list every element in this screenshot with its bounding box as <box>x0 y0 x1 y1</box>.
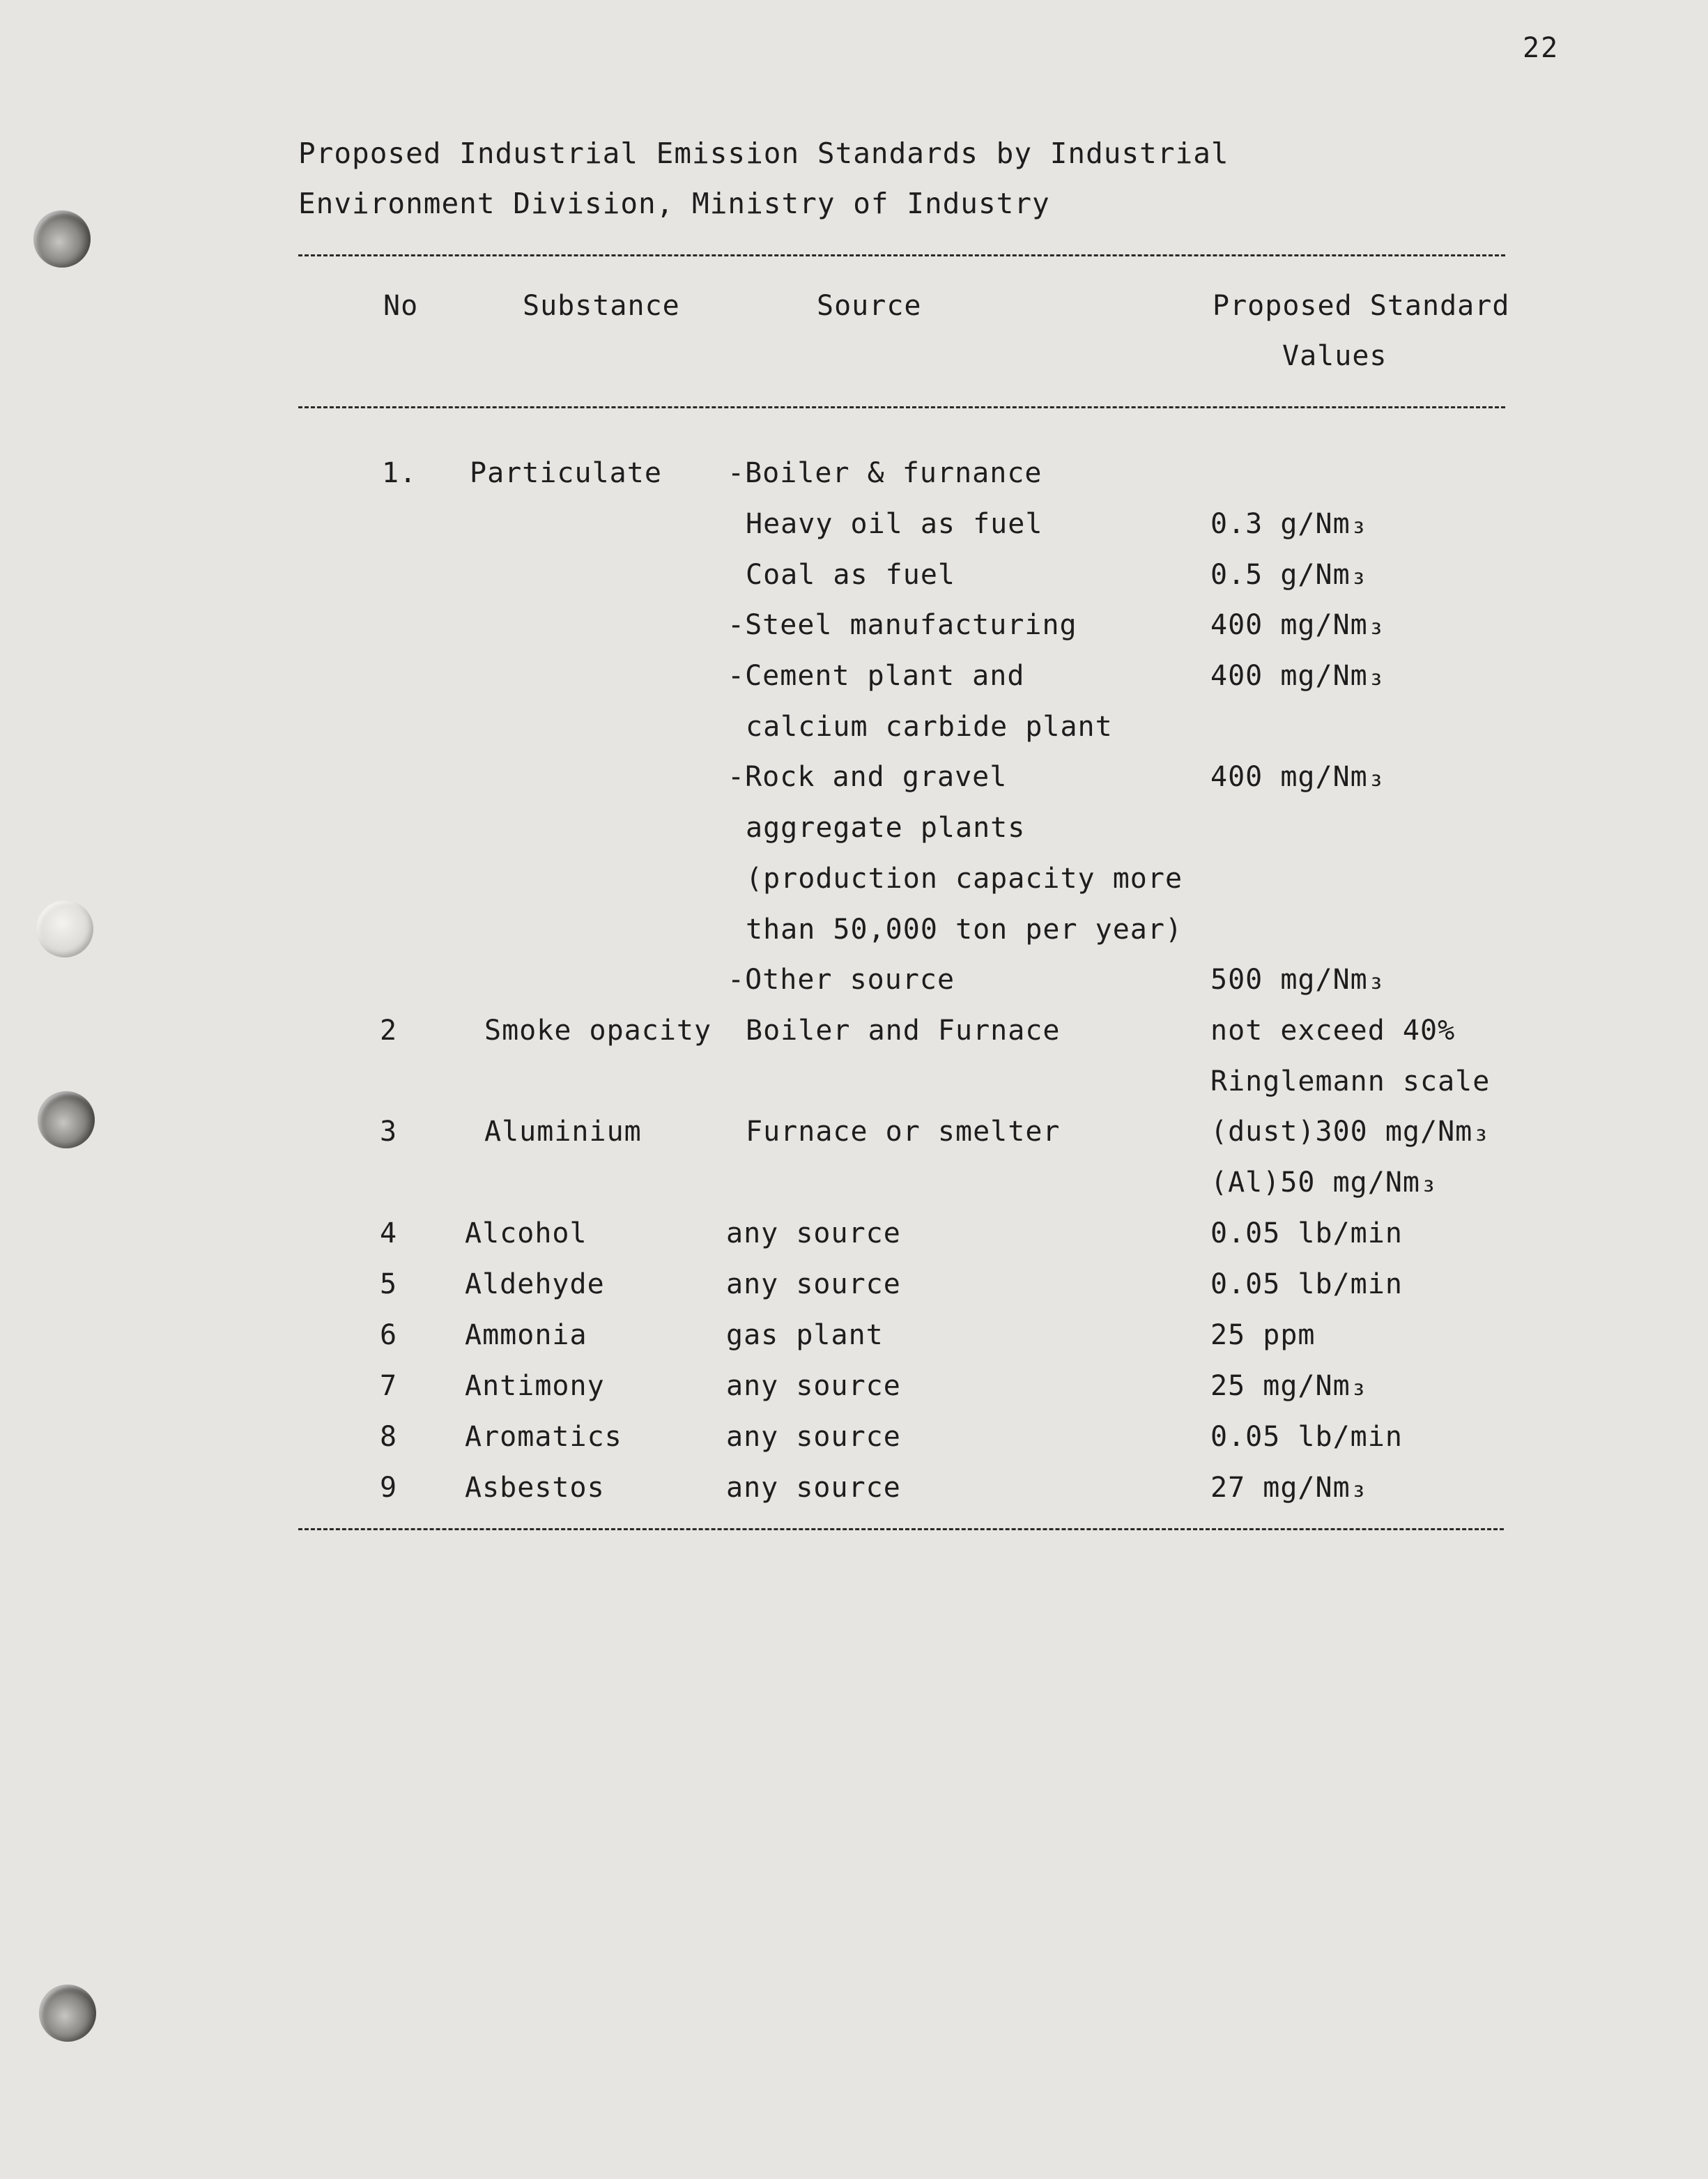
table-top-rule <box>298 254 1505 256</box>
binder-hole <box>36 900 93 957</box>
table-cell-no: 2 <box>380 1015 398 1047</box>
table-cell-source: any source <box>726 1217 901 1249</box>
table-cell-substance: Ammonia <box>465 1319 587 1351</box>
table-cell-no: 9 <box>380 1472 398 1504</box>
table-cell-value: 0.05 lb/min <box>1210 1268 1403 1300</box>
table-cell-value: 27 mg/Nm₃ <box>1210 1472 1368 1504</box>
table-cell-substance: Antimony <box>465 1370 605 1402</box>
table-cell-no: 4 <box>380 1217 398 1249</box>
table-cell-no: 8 <box>380 1421 398 1453</box>
table-cell-source: Heavy oil as fuel <box>746 508 1043 540</box>
table-bottom-rule <box>298 1528 1504 1530</box>
binder-hole <box>33 210 91 268</box>
table-cell-source: -Steel manufacturing <box>728 609 1077 641</box>
header-substance: Substance <box>523 290 680 322</box>
table-cell-no: 3 <box>380 1116 398 1148</box>
table-cell-source: any source <box>726 1472 901 1504</box>
table-cell-substance: Asbestos <box>465 1472 605 1504</box>
table-cell-source: calcium carbide plant <box>746 711 1113 743</box>
table-cell-value: 400 mg/Nm₃ <box>1210 660 1385 692</box>
table-cell-substance: Aromatics <box>465 1421 622 1453</box>
table-cell-substance: Particulate <box>470 457 662 489</box>
document-title-line-1: Proposed Industrial Emission Standards by Industrial <box>298 137 1229 170</box>
document-title-line-2: Environment Division, Ministry of Industry <box>298 187 1050 220</box>
table-cell-source: Coal as fuel <box>746 559 955 591</box>
table-cell-no: 7 <box>380 1370 398 1402</box>
table-cell-source: Furnace or smelter <box>746 1116 1061 1148</box>
table-cell-source: any source <box>726 1421 901 1453</box>
table-cell-no: 1. <box>382 457 417 489</box>
table-cell-value: 0.05 lb/min <box>1210 1217 1403 1249</box>
table-cell-source: Boiler and Furnace <box>746 1015 1061 1047</box>
header-no: No <box>383 290 419 322</box>
binder-hole <box>39 1985 96 2042</box>
table-cell-source: -Boiler & furnance <box>728 457 1043 489</box>
table-cell-source: (production capacity more <box>746 863 1183 895</box>
table-cell-no: 5 <box>380 1268 398 1300</box>
table-cell-value: 0.5 g/Nm₃ <box>1210 559 1368 591</box>
table-cell-substance: Alcohol <box>465 1217 587 1249</box>
table-cell-value: 400 mg/Nm₃ <box>1210 761 1385 793</box>
table-cell-source: -Other source <box>728 964 955 996</box>
table-cell-value: 0.05 lb/min <box>1210 1421 1403 1453</box>
table-cell-no: 6 <box>380 1319 398 1351</box>
table-cell-substance: Aluminium <box>484 1116 642 1148</box>
header-standard-values: Values <box>1282 340 1387 372</box>
table-cell-source: gas plant <box>726 1319 884 1351</box>
table-cell-value: (dust)300 mg/Nm₃ <box>1210 1116 1491 1148</box>
table-cell-source: any source <box>726 1268 901 1300</box>
table-cell-source: -Cement plant and <box>728 660 1025 692</box>
table-cell-substance: Smoke opacity <box>484 1015 712 1047</box>
page-number: 22 <box>1523 32 1560 64</box>
binder-hole <box>38 1091 95 1148</box>
table-cell-value: 25 ppm <box>1210 1319 1316 1351</box>
table-cell-source: any source <box>726 1370 901 1402</box>
table-cell-value: 25 mg/Nm₃ <box>1210 1370 1368 1402</box>
table-cell-value: 400 mg/Nm₃ <box>1210 609 1385 641</box>
table-cell-source: aggregate plants <box>746 812 1026 844</box>
table-cell-substance: Aldehyde <box>465 1268 605 1300</box>
header-bottom-rule <box>298 406 1505 408</box>
table-cell-source: than 50,000 ton per year) <box>746 914 1183 946</box>
table-cell-source: -Rock and gravel <box>728 761 1008 793</box>
table-cell-value: 500 mg/Nm₃ <box>1210 964 1385 996</box>
table-cell-value: not exceed 40% <box>1210 1015 1456 1047</box>
header-standard: Proposed Standard <box>1213 290 1510 322</box>
table-cell-value: 0.3 g/Nm₃ <box>1210 508 1368 540</box>
table-cell-value: (Al)50 mg/Nm₃ <box>1210 1167 1438 1199</box>
header-source: Source <box>817 290 922 322</box>
table-cell-value: Ringlemann scale <box>1210 1065 1491 1098</box>
